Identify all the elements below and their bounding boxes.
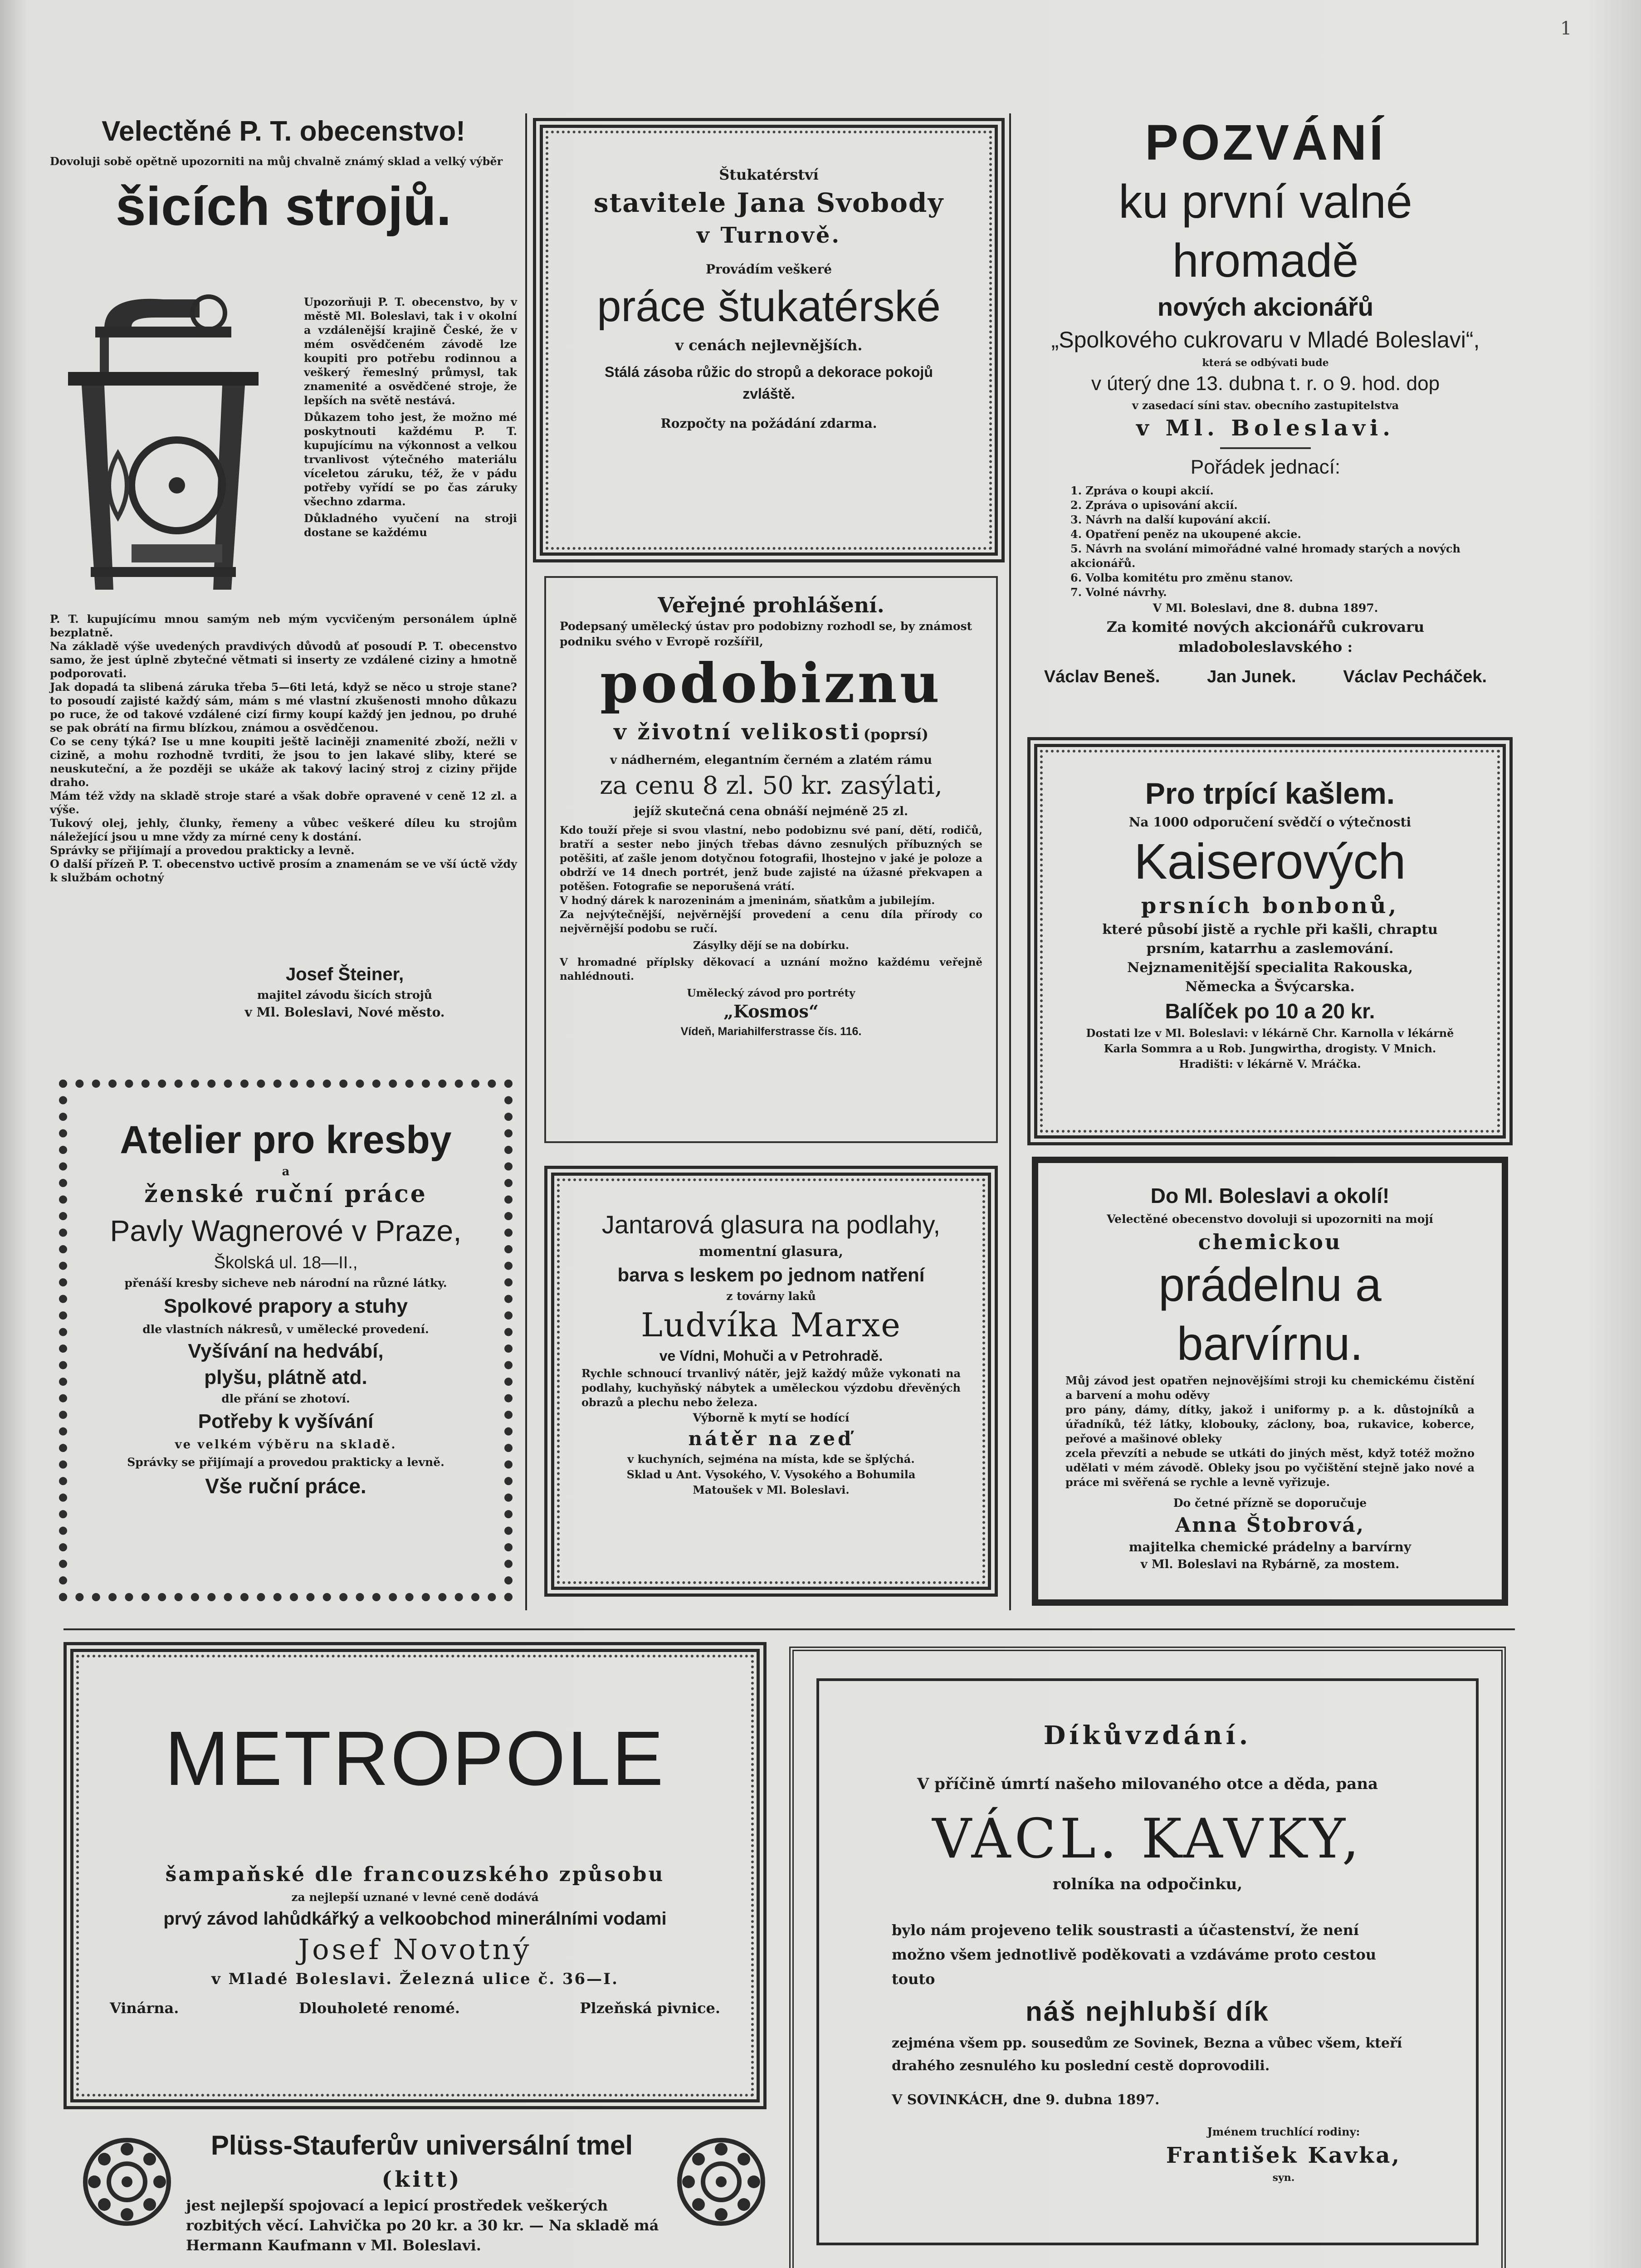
atelier-line8: Správky se přijímají a provedou prakticky a levně.	[127, 1456, 444, 1469]
rosette-ornament-left	[82, 2136, 172, 2227]
jantar-l2: barva s leskem po jednom natření	[617, 1264, 925, 1286]
ad-sewing-machines	[50, 113, 517, 1066]
pradelna-name: Anna Štobrová,	[1175, 1514, 1365, 1537]
jantar-l3: z továrny laků	[726, 1290, 816, 1303]
jantar-l4: ve Vídni, Mohuči a v Petrohradě.	[659, 1348, 883, 1364]
kosmos-body5: V hromadné příplsky děkovací a uznání možno každému veřejně nahlédnouti.	[560, 956, 982, 982]
sewing-machine-illustration	[63, 290, 263, 608]
steiner-body-paragraph: Jak dopadá ta slibená záruka třeba 5—6ti letá, když se něco u stroje stane? to posoudí zajisté každý sám, mám s mé vlastní zkušenosti mnoho důkazu po ruce, že od takové vzdálené cizí firmy koupí každý jen jednou, po druhé se pak obrátí na firmu blízkou, známou a osvědčenou.	[50, 680, 517, 734]
steiner-intro: Dovoluji sobě opětně upozorniti na můj chvalně známý sklad a velký výběr	[50, 155, 503, 168]
pozvani-program-item: 7. Volné návrhy.	[1070, 586, 1167, 599]
pradelna-body3: zcela převzíti a nebude se utkáti do jiných měst, když totéž možno udělati v mém závodě. Obleky jsou po vyčištění stejně jako nové a práce mi svěřená se rychle a levně vyřizuje.	[1065, 1447, 1475, 1489]
kavka-date: V SOVINKÁCH, dne 9. dubna 1897.	[892, 2092, 1160, 2108]
pozvani-program-item: 2. Zpráva o upisování akcií.	[1070, 499, 1238, 512]
kosmos-body4: Zásylky dějí se na dobírku.	[693, 939, 850, 952]
ad-atelier	[59, 1080, 513, 1601]
pradelna-body2: pro pány, dámy, dítky, jakož i uniformy p. a k. důstojníků a úřadníků, též látky, klobouky, záclony, boa, rukavice, koberce, peřové a mašinové obleky	[1065, 1403, 1475, 1445]
kavka-inner	[816, 1678, 1479, 2245]
kosmos-sub-row	[560, 718, 982, 752]
kavka-title: Díkůvzdání.	[1043, 1721, 1252, 1750]
steiner-body-paragraph: P. T. kupujícímu mnou samým neb mým vycvičeným personálem úplně bezplatně.	[50, 612, 517, 639]
rosette-ornament-right	[676, 2136, 767, 2227]
steiner-side-text	[304, 295, 517, 539]
kavka-l1: V příčině úmrtí našeho milovaného otce a děda, pana	[917, 1775, 1378, 1793]
steiner-sign-title: majitel závodu šicích strojů	[257, 988, 432, 1002]
steiner-side-paragraph-2: Důkazem toho jest, že možno mé poskytnouti každému P. T. kupujícímu na výkonnost a velkou trvanlivost výtečného materiálu víceletou záruku, též, že v pádu potřeby vyřídí se po čas záruky všechno zdarma.	[304, 411, 517, 508]
stukater-prices: v cenách nejlevnějších.	[675, 337, 863, 354]
steiner-body-paragraph: Na základě výše uvedených pravdivých důvodů ať posoudí P. T. obecenstvo samo, že jest úplně zbytečné větmati si inserty ze vzdálené ciziny a hmotně podporovati.	[50, 640, 517, 680]
steiner-side-paragraph-1: Upozorňuji P. T. obecenstvo, by v městě Ml. Boleslavi, tak i v okolní a vzdálenější krajině České, že v mém osvědčeném závodě lze koupiti pro potřebu rodinnou a veškerý řemeslný průmysl, tak znamenité a osvědčené stroje, že lepších na světě nestává.	[304, 295, 517, 407]
pozvani-line6: v Ml. Boleslavi.	[1136, 415, 1395, 441]
kaiser-l4: Nejznamenitější specialita Rakouska, Německa a Švýcarska.	[1127, 960, 1413, 995]
pradelna-role: majitelka chemické prádelny a barvírny	[1128, 1540, 1411, 1554]
kaiser-l2: prsních bonbonů,	[1141, 893, 1399, 919]
pozvani-program-title: Pořádek jednací:	[1190, 456, 1341, 478]
kosmos-price: za cenu 8 zl. 50 kr. zasýlati,	[600, 771, 943, 800]
pozvani-program	[1021, 481, 1510, 600]
kosmos-title: Veřejné prohlášení.	[658, 593, 884, 617]
kavka-l2: rolníka na odpočinku,	[1052, 1875, 1243, 1893]
metropole-l1: šampaňské dle francouzského způsobu	[165, 1863, 665, 1886]
steiner-sign-place: v Ml. Boleslavi, Nové město.	[244, 1005, 445, 1020]
kosmos-intro: Podepsaný umělecký ústav pro podobizny rozhodl se, by známost podniku svého v Evropě rozšířil,	[560, 620, 972, 648]
steiner-title: šicích strojů.	[115, 176, 452, 237]
pozvani-title: POZVÁNÍ	[1145, 115, 1386, 171]
pozvani-signers	[1021, 663, 1510, 690]
steiner-body-paragraph: Správky se přijímají a provedou prakticky a levně.	[50, 844, 355, 857]
pozvani-line5: v zasedací síni stav. obecního zastupitelstva	[1132, 399, 1399, 412]
pozvani-program-item: 6. Volba komitétu pro změnu stanov.	[1070, 571, 1293, 584]
stauffer-body: jest nejlepší spojovací a lepicí prostředek veškerých rozbitých věcí. Lahvička po 20 kr. a 30 kr. — Na skladě má Hermann Kaufmann v Ml. Boleslavi.	[186, 2197, 659, 2254]
stukater-town: v Turnově.	[696, 223, 841, 248]
pozvani-program-item: 3. Návrh na další kupování akcií.	[1070, 513, 1271, 526]
ad-kaiser	[1027, 737, 1513, 1145]
kaiser-name: Kaiserových	[1134, 834, 1406, 890]
pradelna-title: Do Ml. Boleslavi a okolí!	[1150, 1184, 1390, 1207]
kaiser-l5: Dostati lze v Ml. Boleslavi: v lékárně Chr. Karnolla v lékárně Karla Sommra a u Rob. Jungwirtha, drogisty. V Mnich. Hradišti: v lékárně V. Mráčka.	[1086, 1026, 1454, 1070]
pozvani-line3: která se odbývati bude	[1202, 357, 1329, 369]
ad-pozvani	[1021, 113, 1510, 726]
atelier-line1: přenáší kresby sicheve neb národní na různé látky.	[124, 1276, 447, 1290]
atelier-line4: Vyšívání na hedvábí, plyšu, plátně atd.	[188, 1340, 384, 1388]
atelier-line5: dle přání se zhotoví.	[221, 1392, 350, 1405]
kosmos-address: Vídeň, Mariahilferstrasse čís. 116.	[680, 1025, 862, 1038]
pozvani-title2: ku první valné hromadě	[1118, 176, 1412, 287]
steiner-body-paragraph: O další přízeň P. T. obecenstvo uctivě prosím a znamenám se ve vší úctě vždy k službám ochotný	[50, 857, 517, 884]
steiner-signature	[50, 962, 458, 1022]
metropole-foot-item: Plzeňská pivnice.	[580, 1999, 720, 2017]
kavka-thanks: náš nejhlubší dík	[1026, 1996, 1270, 2027]
ad-stukater	[533, 118, 1005, 562]
kavka-role: syn.	[1272, 2172, 1295, 2184]
metropole-foot-item: Vinárna.	[110, 1999, 179, 2017]
steiner-body-paragraph: Tukový olej, jehly, člunky, řemeny a vůbec veškeré díleu ku strojům náležející jsou u mne vždy za mírné ceny k dostání.	[50, 816, 517, 843]
pozvani-line4: v úterý dne 13. dubna t. r. o 9. hod. dop	[1091, 372, 1440, 395]
pradelna-l1: Velectěné obecenstvo dovoluji si upozorniti na mojí	[1107, 1212, 1433, 1226]
pozvani-line2: „Spolkového cukrovaru v Mladé Boleslavi“,	[1051, 327, 1480, 352]
stauffer-title: Plüss-Stauferův universální tmel	[210, 2130, 633, 2160]
kavka-body2: zejména všem pp. sousedům ze Sovinek, Bezna a vůbec všem, kteří drahého zesnulého ku poslední cestě doprovodili.	[892, 2035, 1402, 2074]
atelier-line6: Potřeby k vyšívání	[198, 1410, 374, 1432]
jantar-title: Jantarová glasura na podlahy,	[601, 1210, 941, 1239]
kosmos-body1: Kdo touží přeje si svou vlastní, nebo podobiznu své paní, dětí, rodičů, bratří a sester nebo jiných třebas dávno zesnulých příbuzných se potěšiti, ať zašle jenom dotyčnou fotografii, lhostejno v jaké je poloze a obdrží ve 14 dnech portrét, jenž bude zajisté na úžasné překvapen a potěšen. Fotografie se neporušená vrátí.	[560, 824, 982, 893]
pozvani-program-item: 1. Zpráva o koupi akcií.	[1070, 484, 1214, 497]
kaiser-l1: Na 1000 odporučení svědčí o výtečnosti	[1128, 815, 1411, 830]
page-number: 1	[1560, 18, 1572, 39]
metropole-title: METROPOLE	[165, 1716, 665, 1802]
ad-kosmos	[544, 576, 998, 1143]
kavka-name: VÁCL. KAVKY,	[932, 1808, 1363, 1871]
atelier-line9: Vše ruční práce.	[205, 1474, 366, 1498]
metropole-name: Josef Novotný	[298, 1933, 532, 1966]
atelier-line7: ve velkém výběru na skladě.	[175, 1438, 397, 1452]
atelier-line3: dle vlastních nákresů, v umělecké provedení.	[142, 1323, 429, 1336]
atelier-title: Atelier pro kresby	[120, 1118, 452, 1162]
kosmos-sub: v životní velikosti	[613, 719, 861, 745]
metropole-address: v Mladé Boleslavi. Železná ulice č. 36—I.	[211, 1970, 619, 1988]
ad-pradelna	[1032, 1157, 1508, 1606]
metropole-l2: za nejlepší uznané v levné ceně dodává	[291, 1891, 539, 1904]
metropole-foot-item: Dlouholeté renomé.	[298, 1999, 460, 2017]
stukater-title: stavitele Jana Svobody	[593, 187, 944, 218]
pozvani-date: V Ml. Boleslavi, dne 8. dubna 1897.	[1153, 601, 1378, 615]
kavka-body: bylo nám projeveno telik soustrasti a účastenství, že není možno všem jednotlivě poděkovati a vzdáváme proto cestou touto	[892, 1921, 1377, 1988]
atelier-a: a	[282, 1165, 290, 1178]
stukater-stock: Stálá zásoba růžic do stropů a dekorace pokojů zvláště.	[605, 364, 933, 402]
jantar-l5: Výborně k mytí se hodící	[693, 1411, 850, 1424]
steiner-body	[50, 612, 517, 885]
kosmos-value: jejíž skutečná cena obnáší nejméně 25 zl.	[634, 805, 908, 818]
atelier-line2: Spolkové prapory a stuhy	[164, 1295, 408, 1317]
kosmos-main: podobiznu	[600, 651, 943, 715]
steiner-side-paragraph-3: Důkladného vyučení na stroji dostane se každému	[304, 512, 517, 539]
column-rule-left	[525, 113, 527, 1610]
kosmos-frame: v nádherném, elegantním černém a zlatém rámu	[610, 753, 933, 767]
ad-stauffer	[63, 2127, 767, 2268]
kosmos-body	[560, 823, 982, 1000]
metropole-foot	[110, 1997, 720, 2019]
steiner-body-paragraph: Mám též vždy na skladě stroje staré a však dobře opravené v ceně 12 zl. a výše.	[50, 789, 517, 816]
kavka-sign-intro: Jménem truchlící rodiny:	[1207, 2125, 1360, 2138]
pradelna-address: v Ml. Boleslavi na Rybárně, za mostem.	[1140, 1558, 1400, 1571]
ad-jantar	[544, 1166, 998, 1597]
atelier-owner: Pavly Wagnerové v Praze,	[110, 1214, 462, 1247]
kosmos-sub2: (poprsí)	[863, 726, 929, 743]
pozvani-committee: Za komité nových akcionářů cukrovaru mladoboleslavského :	[1106, 618, 1425, 655]
jantar-l7: v kuchyních, sejména na místa, kde se šplýchá.	[627, 1452, 915, 1466]
ad-metropole	[63, 1642, 767, 2109]
jantar-l8: Sklad u Ant. Vysokého, V. Vysokého a Bohumila Matoušek v Ml. Boleslavi.	[626, 1468, 916, 1496]
jantar-l6: nátěr na zeď	[688, 1427, 854, 1450]
pozvani-signer: Václav Beneš.	[1044, 667, 1160, 686]
jantar-body: Rychle schnoucí trvanlivý nátěr, jejž každý může vykonati na podlahy, kuchyňský nábytek a uměleckou výzdobu dřevěných obrazů a plechu nebo železa.	[581, 1367, 961, 1409]
ad-kavka	[789, 1647, 1506, 2268]
kavka-sign: František Kavka,	[1166, 2143, 1402, 2168]
pozvani-program-item: 5. Návrh na svolání mimořádné valné hromady starých a nových akcionářů.	[1070, 542, 1460, 570]
jantar-l1: momentní glasura,	[698, 1244, 844, 1260]
atelier-subtitle: ženské ruční práce	[144, 1180, 427, 1208]
pozvani-line1: nových akcionářů	[1157, 293, 1374, 321]
steiner-body-paragraph: Co se ceny týká? Ise u mne koupiti ještě laciněji znamenité zboží, nežli v cizině, a mohu rozhodně tvrditi, že jsou to jen lakavé sliby, které se neuskuteční, a že později se ukáže ak takový laciný stroj z ciziny přijde draho.	[50, 735, 517, 789]
kosmos-body2: V hodný dárek k narozeninám a jmeninám, sňatkům a jubilejím.	[560, 894, 935, 907]
pozvani-signer: Jan Junek.	[1207, 667, 1296, 686]
pradelna-body4: Do četné přízně se doporučuje	[1173, 1496, 1367, 1510]
steiner-sign-name: Josef Šteiner,	[285, 964, 404, 984]
kaiser-l3: které působí jistě a rychle při kašli, chraptu prsním, katarrhu a zaslemování.	[1102, 922, 1438, 957]
pradelna-l2: chemickou	[1198, 1230, 1342, 1254]
steiner-headline: Velectěné P. T. obecenstvo!	[102, 116, 465, 147]
stukater-budgets: Rozpočty na požádání zdarma.	[660, 416, 877, 431]
pozvani-divider	[1220, 447, 1311, 449]
pradelna-main: prádelnu a barvírnu.	[1158, 1259, 1382, 1370]
kosmos-body6: Umělecký závod pro portréty	[687, 987, 855, 999]
stukater-main: práce štukatérské	[597, 282, 941, 331]
horizontal-rule	[63, 1628, 1515, 1630]
kosmos-firm: „Kosmos“	[723, 1001, 819, 1022]
stukater-label: Štukatérství	[719, 166, 819, 183]
stauffer-sub: (kitt)	[381, 2167, 462, 2192]
kaiser-title: Pro trpící kašlem.	[1145, 777, 1395, 810]
metropole-l3: prvý závod lahůdkářký a velkoobchod minerálními vodami	[163, 1909, 667, 1929]
pozvani-signer: Václav Pecháček.	[1343, 667, 1487, 686]
column-rule-right	[1009, 113, 1011, 1610]
jantar-name: Ludvíka Marxe	[641, 1306, 901, 1344]
kosmos-body3: Za nejvýtečnější, nejvěrnější provedení a cenu díla přírody co nejvěrnější podobu se ručí.	[560, 909, 982, 935]
kaiser-price: Balíček po 10 a 20 kr.	[1165, 999, 1375, 1023]
pozvani-program-item: 4. Opatření peněz na ukoupené akcie.	[1070, 528, 1301, 541]
stukater-offer: Provádím veškeré	[705, 262, 832, 277]
pradelna-body1: Můj závod jest opatřen nejnovějšími stroji ku chemickému čistění a barvení a mohu oděvy	[1065, 1374, 1475, 1402]
atelier-address: Školská ul. 18—II.,	[214, 1253, 358, 1272]
